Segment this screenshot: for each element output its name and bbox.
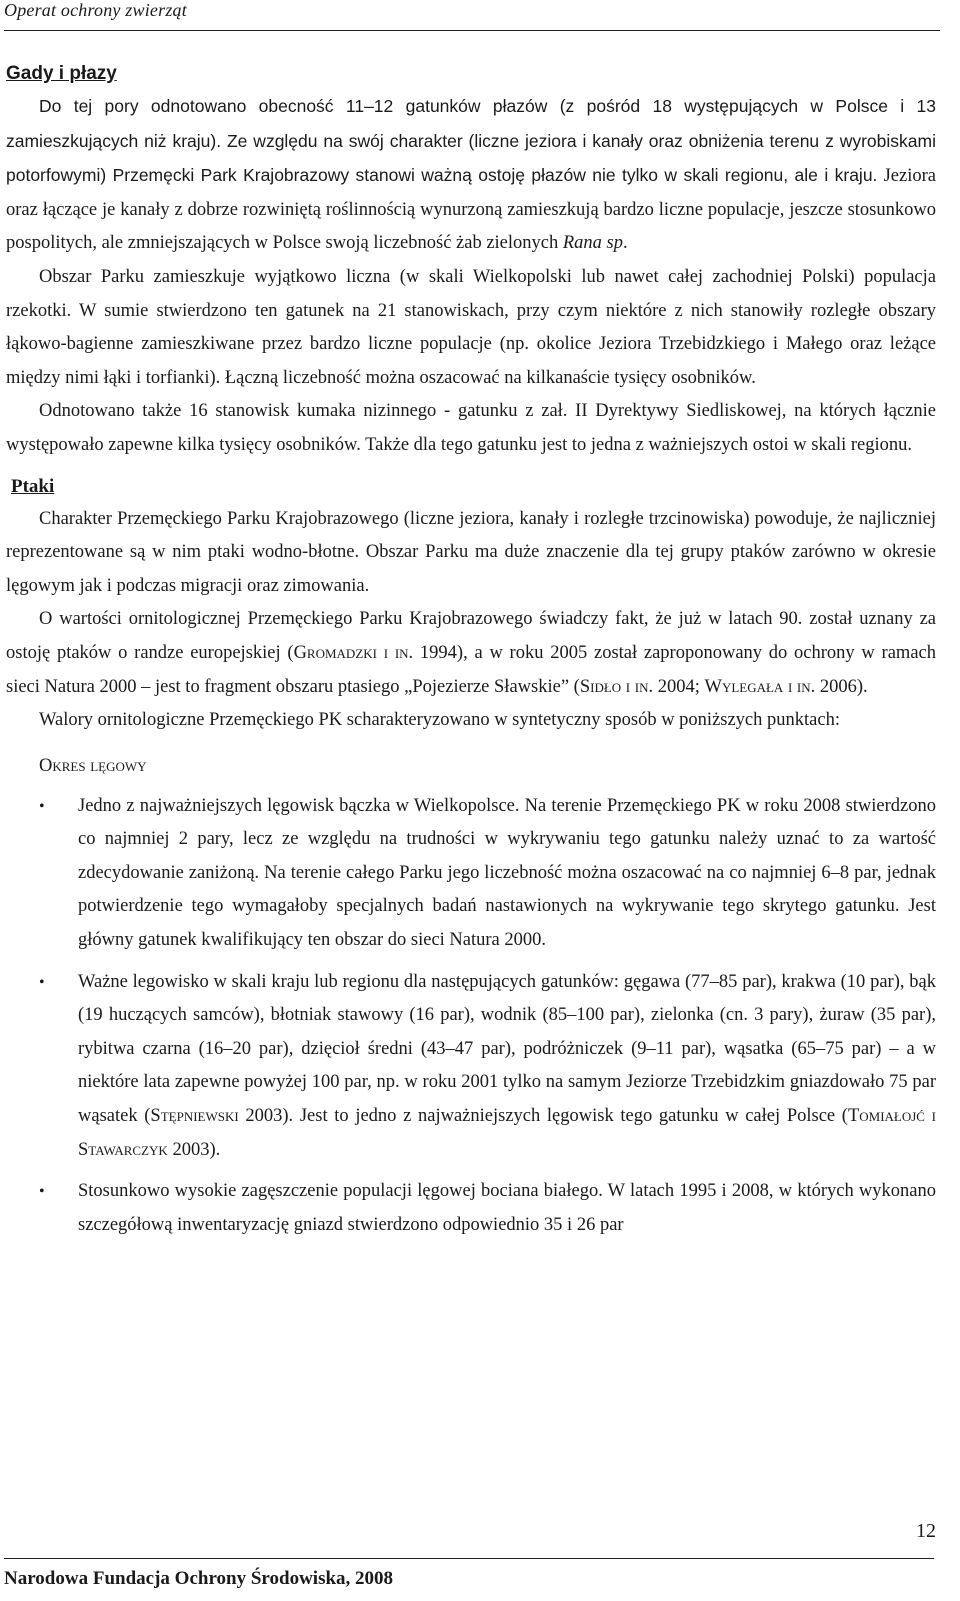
paragraph-gady-1-end: . <box>623 233 628 254</box>
bullet-list <box>6 790 936 1243</box>
bullet-icon: • <box>39 973 45 991</box>
subheading-okres-legowy: Okres lęgowy <box>39 755 147 776</box>
paragraph-ptaki-1: Charakter Przemęckiego Parku Krajobrazowego (liczne jeziora, kanały i rozległe trzcinowiska) powoduje, że najliczniej reprezentowane są w nim ptaki wodno-błotne. Obszar Parku ma duże znaczenie dla tej grupy ptaków zarówno w okresie lęgowym jak i podczas migracji oraz zimowania. <box>6 508 936 596</box>
section-title-gady: Gady i płazy <box>6 63 117 84</box>
bullet-icon: • <box>39 797 45 815</box>
paragraph-gady-2: Obszar Parku zamieszkuje wyjątkowo liczna (w skali Wielkopolski lub nawet całej zachodniej Polski) populacja rzekotki. W sumie stwierdzono ten gatunek na 21 stanowiskach, przy czym niektóre z nich stanowiły rozległe obszary łąkowo-bagienne zamieszkiwane przez bardzo liczne populacje (np. okolice Jeziora Trzebidzkiego i Małego oraz leżące między nimi łąki i torfianki). Łączną liczebność można oszacować na kilkanaście tysięcy osobników. <box>6 266 936 388</box>
species-name: Rana sp <box>562 233 623 254</box>
paragraph-gady-1-sans-run: Do tej pory odnotowano obecność 11–12 gatunków płazów (z pośród 18 występujących w Polsce i 13 zamieszkujących niż kraju). Ze względu na swój charakter (liczne jeziora i kanały oraz obniżenia terenu z wyrobiskami potorfowymi) Przemęcki Park Krajobrazowy stanowi ważną ostoję płazów nie tylko w skali regionu, ale i kraju. <box>6 96 936 186</box>
list-item <box>6 966 936 1168</box>
bullet-icon: • <box>39 1183 45 1201</box>
list-item-text <box>78 972 936 1160</box>
citation-sidlo: Sidło i in. <box>579 676 654 697</box>
paragraph-gady-1-serif-run: Jeziora oraz łączące je kanały z dobrze rozwiniętą roślinnością wynurzoną zamieszkują bardzo liczne populacje, jeszcze stosunkowo pospolitych, ale zmniejszających w Polsce swoją liczebność żab zielonych <box>6 166 936 254</box>
list-item-text-part-c: 2003). <box>167 1139 221 1160</box>
section-title-ptaki: Ptaki <box>11 475 55 497</box>
citation-stepniewski: Stępniewski <box>150 1106 239 1127</box>
list-item <box>6 790 936 958</box>
citation-tomialojc: Tomiałojć i Stawarczyk <box>78 1106 936 1160</box>
paragraph-gady-3: Odnotowano także 16 stanowisk kumaka nizinnego - gatunku z zał. II Dyrektywy Siedliskowej, na których łącznie występowało zapewne kilka tysięcy osobników. Także dla tego gatunku jest to jedna z ważniejszych ostoi w skali regionu. <box>6 401 936 455</box>
paragraph-ptaki-2-part-c: 2004; <box>653 676 705 697</box>
paragraph-ptaki-3: Walory ornitologiczne Przemęckiego PK scharakteryzowano w syntetyczny sposób w poniższych punktach: <box>39 710 840 731</box>
page-number: 12 <box>916 1520 936 1542</box>
paragraph-gady-1 <box>6 90 936 261</box>
running-header: Operat ochrony zwierząt <box>4 0 187 20</box>
paragraph-ptaki-2-part-b: 1994), a w roku 2005 został zaproponowany do ochrony w ramach sieci Natura 2000 – jest to fragment obszaru ptasiego „Pojezierze Sławskie” ( <box>6 642 936 697</box>
paragraph-ptaki-2-part-d: 2006). <box>815 676 868 697</box>
paragraph-ptaki-2 <box>6 603 936 704</box>
list-item-text: Jedno z najważniejszych lęgowisk bączka w Wielkopolsce. Na terenie Przemęckiego PK w roku 2008 stwierdzono co najmniej 2 pary, lecz ze względu na trudności w wykrywaniu tego gatunku należy uznać to za wartość zdecydowanie zaniżoną. Na terenie całego Parku jego liczebność można oszacować na co najmniej 6–8 par, jednak potwierdzenie tego wymagałoby specjalnych badań nastawionych na wykrywanie tego skrytego gatunku. Jest główny gatunek kwalifikujący ten obszar do sieci Natura 2000. <box>78 795 936 951</box>
citation-gromadzki: Gromadzki i in. <box>293 642 414 663</box>
footer-rule <box>4 1558 934 1559</box>
list-item-text-part-b: 2003). Jest to jedno z najważniejszych lęgowisk tego gatunku w całej Polsce ( <box>238 1106 848 1127</box>
list-item <box>6 1175 936 1242</box>
citation-wylegala: Wylegała i in. <box>704 676 816 697</box>
header-rule <box>4 30 940 31</box>
page-content <box>6 58 936 1242</box>
list-item-text: Stosunkowo wysokie zagęszczenie populacji lęgowej bociana białego. W latach 1995 i 2008, w których wykonano szczegółową inwentaryzację gniazd stwierdzono odpowiednio 35 i 26 par <box>78 1181 936 1235</box>
paragraph-ptaki-2-part-a: O wartości ornitologicznej Przemęckiego Parku Krajobrazowego świadczy fakt, że już w latach 90. został uznany za ostoję ptaków o randze europejskiej ( <box>6 609 936 663</box>
running-footer: Narodowa Fundacja Ochrony Środowiska, 2008 <box>4 1568 394 1589</box>
list-item-text-part-a: Ważne legowisko w skali kraju lub regionu dla następujących gatunków: gęgawa (77–85 par), krakwa (10 par), bąk (19 huczących samców), błotniak stawowy (16 par), wodnik (85–100 par), zielonka (cn. 3 pary), żuraw (35 par), rybitwa czarna (16–20 par), dzięcioł średni (43–47 par), podróżniczek (9–11 par), wąsatka (65–75 par) – a w niektóre lata zapewne powyżej 100 par, np. w roku 2001 tylko na samym Jeziorze Trzebidzkim gniazdowało 75 par wąsatek ( <box>78 971 936 1127</box>
